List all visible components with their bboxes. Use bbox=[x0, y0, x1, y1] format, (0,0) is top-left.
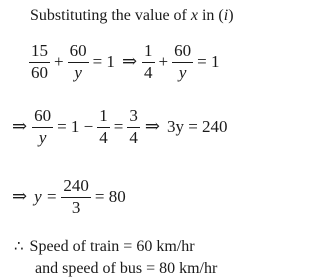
denominator: y bbox=[38, 128, 47, 148]
fraction-1-over-4 bbox=[142, 42, 155, 82]
denominator: 4 bbox=[144, 63, 153, 83]
intro-text: Substituting the value of bbox=[30, 7, 191, 24]
equals-sign: = bbox=[113, 117, 124, 137]
fraction-15-over-60 bbox=[29, 42, 50, 82]
fraction-3-over-4 bbox=[127, 107, 140, 147]
denominator: 4 bbox=[99, 128, 108, 148]
denominator: 3 bbox=[71, 198, 81, 218]
numerator: 60 bbox=[69, 41, 87, 60]
equals-one-minus: = 1 − bbox=[57, 117, 94, 137]
equation-line-2 bbox=[8, 107, 231, 147]
equals-one: = 1 bbox=[92, 52, 115, 72]
equals-eighty: = 80 bbox=[94, 187, 126, 207]
implies-arrow: ⇒ bbox=[121, 50, 138, 72]
fraction-240-over-3 bbox=[61, 177, 91, 217]
equation-reference: i bbox=[223, 7, 229, 24]
plus-sign: + bbox=[158, 52, 169, 72]
numerator: 60 bbox=[34, 106, 52, 125]
numerator: 1 bbox=[144, 41, 153, 60]
bus-speed-text: and speed of bus = 80 km/hr bbox=[35, 260, 218, 277]
equation-line-1 bbox=[28, 42, 222, 82]
intro-line bbox=[30, 8, 234, 24]
denominator: y bbox=[178, 63, 187, 83]
numerator: 15 bbox=[31, 41, 48, 60]
y-equals: y = bbox=[34, 187, 58, 207]
fraction-60-over-y bbox=[172, 42, 193, 82]
plus-sign: + bbox=[54, 52, 64, 72]
denominator: 60 bbox=[31, 63, 48, 83]
numerator: 1 bbox=[99, 106, 108, 125]
equation-line-3 bbox=[8, 177, 129, 217]
equals-one: = 1 bbox=[197, 52, 220, 72]
intro-in-text: in ( bbox=[197, 7, 224, 24]
conclusion-train bbox=[14, 239, 195, 255]
denominator: 4 bbox=[129, 128, 138, 148]
implies-arrow: ⇒ bbox=[12, 115, 28, 137]
intro-close: ) bbox=[228, 7, 234, 24]
implies-arrow: ⇒ bbox=[12, 185, 28, 207]
numerator: 240 bbox=[63, 176, 89, 195]
numerator: 60 bbox=[174, 41, 192, 60]
numerator: 3 bbox=[129, 106, 138, 125]
train-speed-text: Speed of train = 60 km/hr bbox=[29, 238, 195, 255]
fraction-1-over-4 bbox=[97, 107, 110, 147]
intro-variable: x bbox=[190, 7, 198, 24]
conclusion-bus bbox=[35, 261, 217, 277]
implies-arrow: ⇒ bbox=[144, 115, 160, 137]
fraction-60-over-y bbox=[68, 42, 89, 82]
denominator: y bbox=[74, 63, 82, 83]
therefore-symbol: ∴ bbox=[14, 237, 24, 255]
result-equation: 3y = 240 bbox=[166, 117, 228, 137]
fraction-60-over-y bbox=[32, 107, 53, 147]
